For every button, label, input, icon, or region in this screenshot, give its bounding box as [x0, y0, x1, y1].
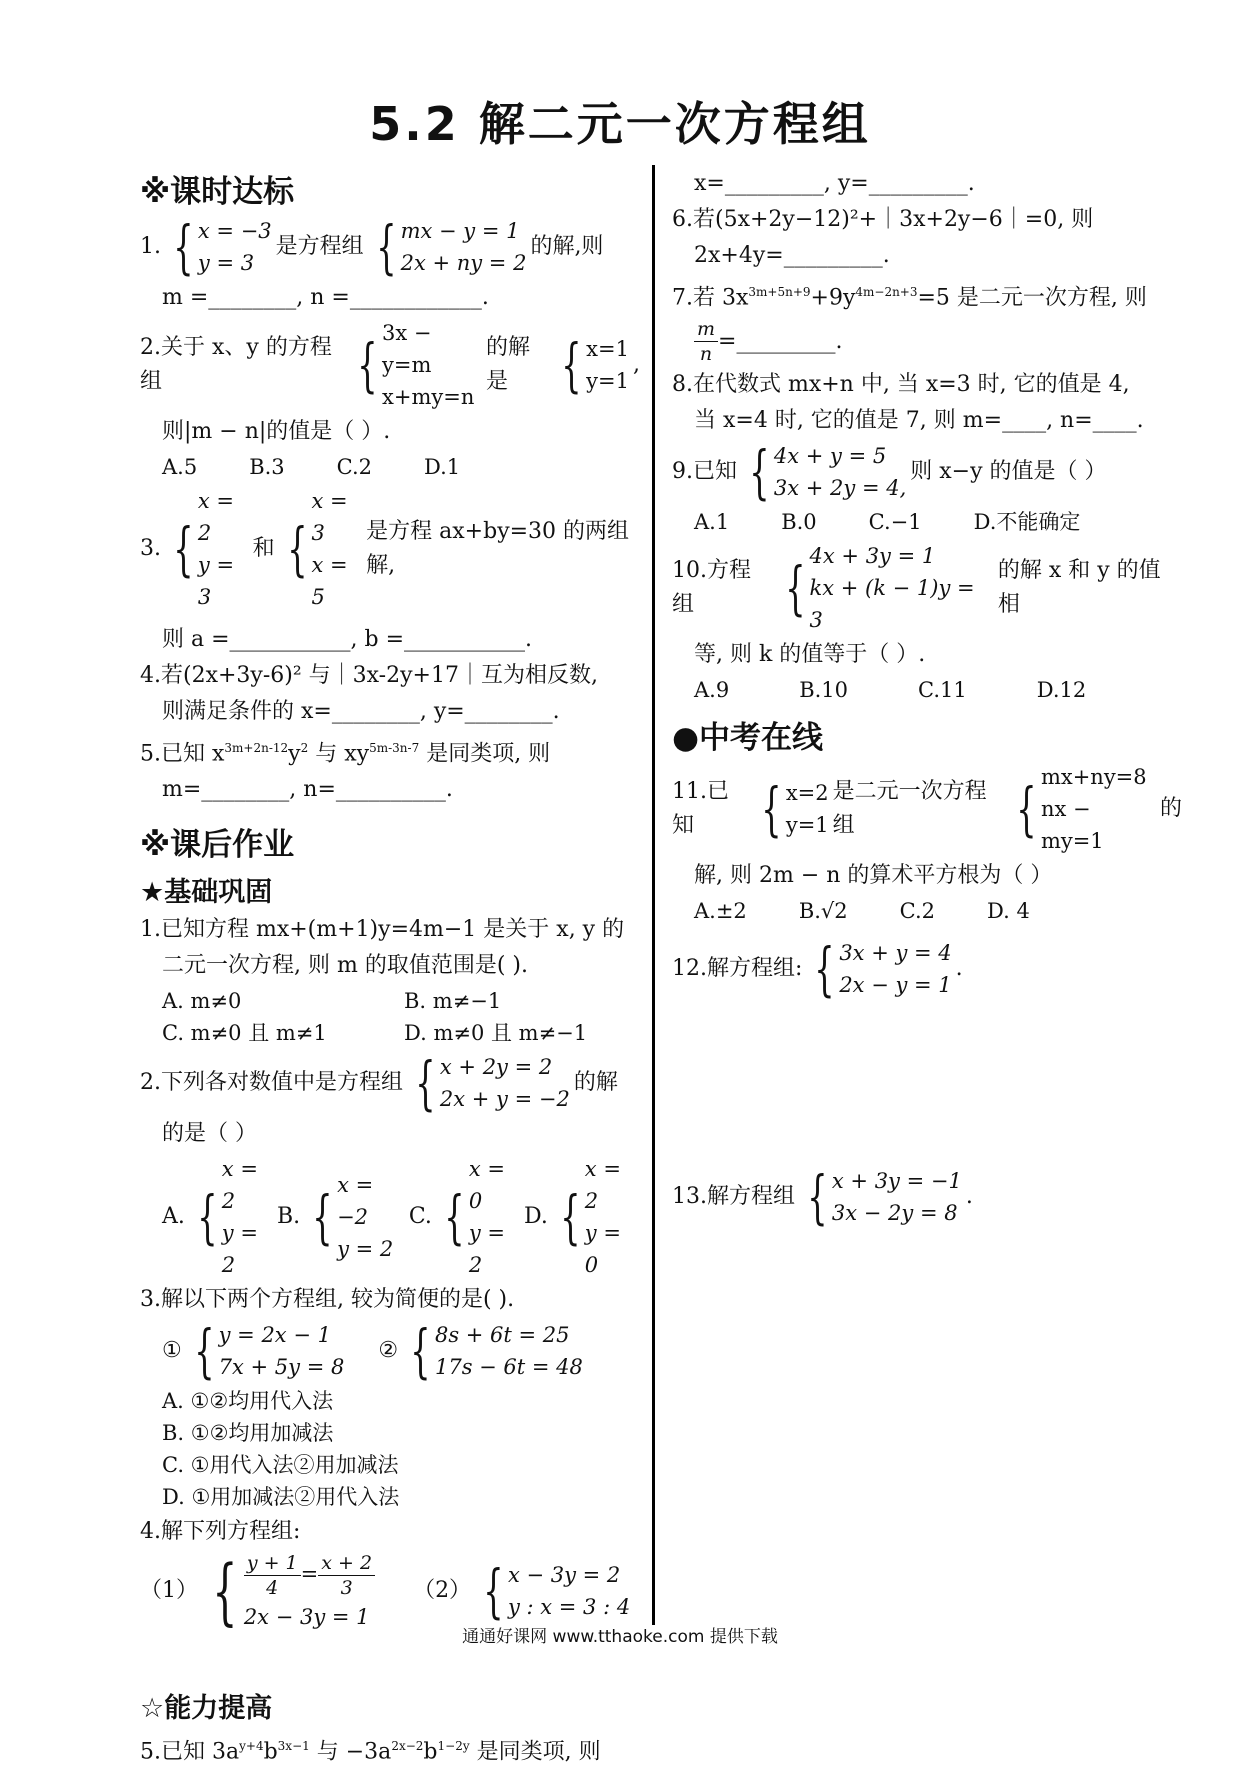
q-text: 二元一次方程, 则 m 的取值范围是( ).: [162, 953, 528, 979]
options: [694, 895, 1182, 927]
systems: [140, 1548, 640, 1633]
answer-line: x=_________, y=_________.: [694, 171, 975, 196]
answer-line: 则满足条件的 x=________, y=________.: [162, 699, 560, 724]
eq: y = 0: [584, 1221, 621, 1278]
eq: x = 5: [311, 553, 348, 609]
option: D. m≠0 且 m≠−1: [404, 1021, 588, 1046]
option-label: B.: [277, 1204, 301, 1230]
circle-label: ①: [162, 1338, 182, 1364]
q-text: 等, 则 k 的值等于（ ）.: [694, 642, 926, 668]
equation-system: { x = 2 y = 3: [165, 485, 249, 613]
question-11: [672, 761, 1182, 857]
option: C.11: [918, 678, 967, 703]
options: [694, 506, 1182, 538]
eq: kx + (k − 1)y = 3: [809, 576, 975, 633]
numerator: y + 1: [244, 1551, 301, 1576]
q-text: b: [263, 1739, 278, 1765]
equation-system: { x = 2 y = 2: [189, 1153, 273, 1281]
equation-system: { 3x + y = 4 2x − y = 1: [814, 935, 952, 1004]
exponent: 3m+2n-12: [224, 741, 289, 755]
equation-system: { 4x + y = 5 3x + 2y = 4,: [749, 438, 907, 507]
eq: 7x + 5y = 8: [218, 1355, 345, 1380]
eq: y = 2: [337, 1237, 394, 1262]
answer-line: m =________, n =____________.: [162, 285, 489, 310]
equation-system: { x = −3 y = 3: [173, 213, 272, 281]
q-text: 是同类项, 则: [469, 1739, 601, 1765]
eq: x = −2: [337, 1173, 374, 1230]
equation-system: { 8s + 6t = 25 17s − 6t = 48: [410, 1317, 583, 1386]
option: D.12: [1036, 678, 1087, 703]
q-text: =5 是二元一次方程, 则: [917, 285, 1147, 311]
question-13: [672, 1163, 1182, 1232]
equals: =: [300, 1562, 319, 1587]
option: B. ①②均用加减法: [162, 1421, 334, 1446]
options: [694, 674, 1182, 706]
eq: x + 2y = 2: [439, 1055, 553, 1080]
q-text: 5.已知 x: [140, 741, 225, 767]
equation-system: { x = 2 y = 0: [552, 1153, 636, 1281]
q-text: b: [423, 1739, 438, 1765]
eq: x=2: [785, 781, 829, 806]
equation-system: { 3x − y=m x+my=n: [349, 317, 482, 413]
option: C.2: [899, 899, 936, 924]
equation-system: { x=1 y=1: [561, 331, 629, 399]
equation-system: { x = −2 y = 2: [304, 1169, 405, 1265]
eq: x = −3: [197, 219, 272, 243]
eq: 8s + 6t = 25: [434, 1323, 570, 1348]
q-text: 7.若 3x: [672, 285, 749, 311]
q-text: 2.下列各对数值中是方程组: [140, 1070, 403, 1096]
q-text: 的解,则: [530, 234, 604, 259]
option: A. ①②均用代入法: [162, 1389, 334, 1414]
eq: x − 3y = 2: [507, 1562, 621, 1587]
exponent: 2x−2: [391, 1739, 424, 1754]
answer-line: 则 a =___________, b =___________.: [162, 627, 533, 652]
options: [162, 451, 640, 483]
q-text: .: [955, 956, 963, 982]
options: [162, 985, 640, 1017]
numerator: m: [694, 317, 718, 342]
eq: y = 2: [468, 1221, 505, 1278]
section-heading: ※课时达标: [140, 174, 295, 210]
options: [140, 1153, 640, 1281]
question-1: [140, 215, 640, 279]
q-text: 13.解方程组: [672, 1184, 795, 1210]
sub-label: （2）: [413, 1577, 472, 1603]
q-text: 12.解方程组:: [672, 956, 803, 982]
equation-system: { mx+ny=8 nx − my=1: [1008, 761, 1156, 857]
question-5: [140, 731, 640, 771]
equation-system: { mx − y = 1 2x + ny = 2: [375, 213, 527, 281]
option: A. m≠0: [162, 989, 242, 1014]
q-text: 是方程 ax+by=30 的两组解,: [366, 519, 630, 578]
eq: x=1: [586, 337, 629, 361]
q-text: 与 xy: [308, 741, 370, 767]
question-12: [672, 935, 1182, 1004]
answer-line: [672, 317, 1182, 366]
option-label: A.: [162, 1204, 185, 1230]
option: B.√2: [798, 899, 848, 924]
question-4: 4.若(2x+3y-6)² 与｜3x-2y+17｜互为相反数,: [140, 663, 598, 688]
option: A.1: [694, 510, 730, 535]
option: D.1: [424, 455, 461, 479]
q-text: 是同类项, 则: [419, 741, 551, 767]
q-text: 和: [252, 536, 275, 561]
basic-question-4: 4.解下列方程组:: [140, 1519, 301, 1545]
equation-system: { x = 0 y = 2: [436, 1153, 520, 1281]
q-text: 11.已知: [672, 779, 729, 839]
eq: y = 3: [197, 553, 235, 609]
q-text: 是二元一次方程组: [832, 779, 987, 839]
eq: x = 2: [197, 489, 235, 545]
eq: y=1: [785, 813, 829, 838]
eq: x+my=n: [382, 385, 475, 409]
equation-system: { x + 3y = −1 3x − 2y = 8: [807, 1163, 962, 1232]
option: C.2: [336, 455, 373, 479]
q-text: +9y: [810, 285, 856, 311]
q-text: 的解是: [485, 335, 530, 394]
eq: 4x + 3y = 1: [809, 544, 936, 569]
sub-label: （1）: [140, 1577, 198, 1603]
q-text: 解, 则 2m − n 的算术平方根为（ ）: [694, 863, 1053, 889]
exponent: y+4: [239, 1739, 264, 1754]
exponent: 5m-3n-7: [369, 741, 420, 755]
options: [162, 1017, 640, 1049]
option: D.不能确定: [973, 510, 1081, 535]
footer-credit: 通通好课网 www.tthaoke.com 提供下载: [462, 1627, 778, 1647]
exponent: 4m−2n+3: [855, 285, 918, 299]
option: B. m≠−1: [404, 989, 502, 1014]
eq: x = 2: [221, 1157, 258, 1214]
eq: y = 3: [197, 251, 255, 275]
eq: 3x − 2y = 8: [831, 1201, 958, 1226]
option: B.3: [249, 455, 285, 479]
equation-system: { x − 3y = 2 y : x = 3 : 4: [483, 1556, 631, 1625]
q-text: .: [965, 1184, 973, 1210]
q-text: 则 x−y 的值是（ ）: [910, 459, 1107, 485]
option: A.±2: [694, 899, 747, 924]
basic-question-2: [140, 1049, 640, 1118]
column-divider: [652, 165, 655, 1625]
q-text: 则|m − n|的值是（ ）.: [162, 419, 391, 444]
eq: 2x − y = 1: [839, 973, 952, 998]
eq: x + 3y = −1: [831, 1169, 962, 1194]
option-label: C.: [408, 1204, 432, 1230]
exponent: 2: [300, 741, 309, 755]
circle-label: ②: [378, 1338, 399, 1364]
eq: y : x = 3 : 4: [507, 1594, 631, 1619]
q-text: ,: [633, 352, 640, 377]
q-text: 当 x=4 时, 它的值是 7, 则 m=____, n=____.: [694, 408, 1144, 434]
eq: x = 3: [311, 489, 348, 545]
exponent: 3x−1: [277, 1739, 310, 1754]
eq: 17s − 6t = 48: [434, 1355, 583, 1380]
q-text: 5.已知 3a: [140, 1739, 240, 1765]
eq: 2x + ny = 2: [400, 251, 527, 275]
q-text: 2.关于 x、y 的方程组: [140, 335, 332, 394]
question-3: [140, 485, 640, 613]
basic-question-3: 3.解以下两个方程组, 较为简便的是( ).: [140, 1287, 515, 1313]
q-number: 3.: [140, 536, 161, 561]
basic-question-1: 1.已知方程 mx+(m+1)y=4m−1 是关于 x, y 的: [140, 917, 625, 943]
eq: 3x + y = 4: [839, 941, 952, 966]
q-text: 的解: [573, 1070, 618, 1096]
equation-system: { 4x + 3y = 1 kx + (k − 1)y = 3: [777, 540, 994, 636]
denominator: n: [699, 343, 713, 366]
equation-system: { y = 2x − 1 7x + 5y = 8: [194, 1317, 345, 1386]
exponent: 1−2y: [437, 1739, 470, 1754]
eq: y = 2: [221, 1221, 258, 1278]
numerator: x + 2: [318, 1551, 375, 1576]
q-text: 与 −3a: [309, 1739, 392, 1765]
q-number: 1.: [140, 234, 161, 259]
eq: 3x + 2y = 4,: [773, 476, 907, 501]
eq: 2x + y = −2: [439, 1087, 570, 1112]
option: C.−1: [868, 510, 922, 535]
subsection-heading: ☆能力提高: [140, 1693, 273, 1725]
option: A.5: [162, 455, 198, 479]
denominator: 4: [266, 1577, 279, 1600]
q-text: 9.已知: [672, 459, 737, 485]
eq: mx+ny=8: [1040, 765, 1147, 790]
q-text: 是方程组: [275, 234, 364, 259]
right-column: [672, 165, 1182, 1231]
q-text: y: [288, 741, 301, 767]
option: C. ①用代入法②用加减法: [162, 1453, 399, 1478]
option: D. ①用加减法②用代入法: [162, 1485, 400, 1510]
ability-question-5: [140, 1729, 640, 1769]
equation-system: { x=2 y=1: [761, 775, 829, 844]
eq: x = 0: [468, 1157, 505, 1214]
eq: 3x − y=m: [382, 321, 432, 377]
question-10: [672, 540, 1182, 636]
answer-line: 2x+4y=_________.: [694, 243, 890, 268]
eq: mx − y = 1: [400, 219, 520, 243]
question-2: [140, 317, 640, 413]
question-7: [672, 275, 1182, 315]
q-text: 的是（ ）: [162, 1121, 257, 1147]
equation-system: { x = 3 x = 5: [279, 485, 363, 613]
page-title: 5.2 解二元一次方程组: [369, 97, 871, 151]
eq: 2x − 3y = 1: [243, 1605, 370, 1630]
eq: y=1: [586, 369, 629, 393]
eq: y = 2x − 1: [218, 1323, 331, 1348]
answer-line: m=________, n=__________.: [162, 777, 453, 803]
equation-system: { $\frac{y + 1}{4}$ = $\frac{x + 2}{3}$ 2x − 3y = 1: [202, 1551, 375, 1630]
question-6: 6.若(5x+2y−12)²+｜3x+2y−6｜=0, 则: [672, 207, 1094, 232]
option: C. m≠0 且 m≠1: [162, 1021, 327, 1046]
section-heading: ●中考在线: [672, 720, 824, 757]
q-text: 的: [1159, 796, 1182, 822]
eq: x = 2: [584, 1157, 621, 1214]
equation-system: { x + 2y = 2 2x + y = −2: [415, 1049, 570, 1118]
exponent: 3m+5n+9: [748, 285, 811, 299]
option: A.9: [694, 678, 730, 703]
eq: 4x + y = 5: [773, 444, 887, 469]
question-9: [672, 438, 1182, 507]
q-text: 10.方程组: [672, 558, 751, 618]
left-column: [140, 160, 640, 1772]
q-text: 的解 x 和 y 的值相: [997, 558, 1161, 618]
denominator: 3: [340, 1577, 353, 1600]
eq: nx − my=1: [1040, 797, 1104, 854]
option: B.10: [799, 678, 849, 703]
section-heading: ※课后作业: [140, 827, 295, 864]
systems: [140, 1317, 640, 1386]
option: B.0: [781, 510, 817, 535]
subsection-heading: ★基础巩固: [140, 877, 273, 909]
q-text: =_________.: [718, 328, 843, 354]
option: D. 4: [987, 899, 1030, 924]
question-8: 8.在代数式 mx+n 中, 当 x=3 时, 它的值是 4,: [672, 372, 1130, 398]
eq: [244, 1551, 375, 1600]
option-label: D.: [524, 1204, 548, 1230]
